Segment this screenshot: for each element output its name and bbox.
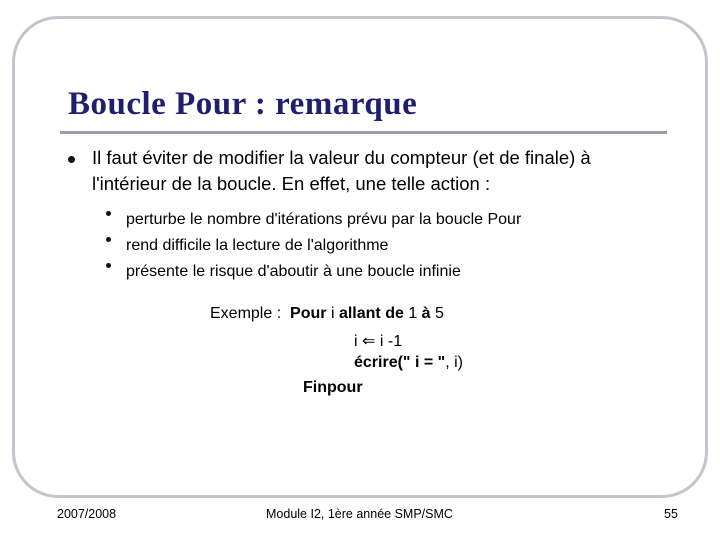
sub-point-text: présente le risque d'aboutir à une boucle infinie	[126, 263, 461, 280]
bullet-icon	[106, 263, 111, 268]
sub-point-text: rend difficile la lecture de l'algorithme	[126, 237, 389, 254]
loop-variable: i	[330, 305, 335, 322]
write-args: , i)	[445, 354, 463, 371]
keyword-finpour: Finpour	[303, 379, 363, 396]
title-divider	[60, 131, 667, 134]
page-number: 55	[664, 507, 678, 521]
assign-target: i	[354, 333, 358, 350]
keyword-pour: Pour	[290, 305, 327, 322]
loop-start: 1	[408, 305, 418, 322]
bullet-icon	[106, 237, 111, 242]
slide-title: Boucle Pour : remarque	[68, 86, 418, 122]
assign-arrow-icon: ⇐	[362, 333, 376, 350]
assign-expression: i -1	[379, 333, 403, 350]
example-line-write	[354, 354, 463, 372]
loop-end: 5	[435, 305, 444, 322]
example-label: Exemple :	[210, 305, 282, 322]
example-line-assign	[354, 331, 402, 351]
main-bullet-icon	[68, 156, 75, 163]
footer-course: Module I2, 1ère année SMP/SMC	[266, 507, 453, 521]
footer-date: 2007/2008	[57, 507, 117, 521]
bullet-icon	[106, 211, 111, 216]
sub-point-text: perturbe le nombre d'itérations prévu par la boucle Pour	[126, 211, 522, 228]
example-line-pour	[210, 305, 444, 323]
keyword-a: à	[421, 305, 431, 322]
main-point-text: Il faut éviter de modifier la valeur du compteur (et de finale) à l'intérieur de la boucle. En effet, une telle action :	[92, 147, 591, 194]
write-call: écrire(" i = "	[354, 354, 446, 371]
keyword-allant-de: allant de	[338, 305, 404, 322]
